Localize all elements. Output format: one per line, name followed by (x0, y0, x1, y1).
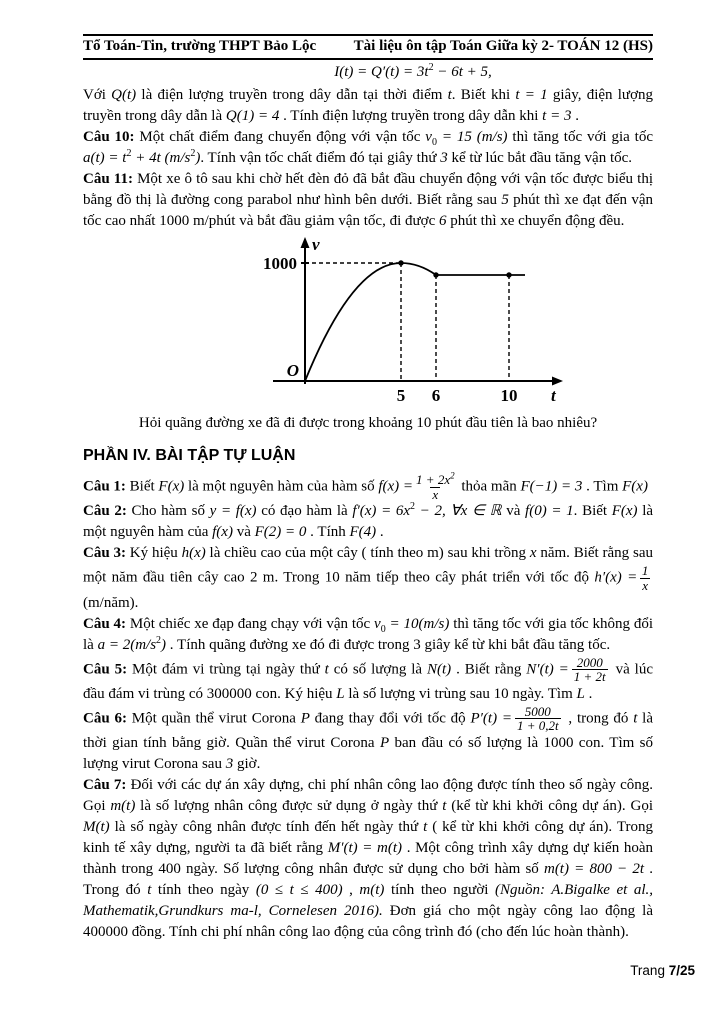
text-run: giây, điện lượng truyền trong dây dẫn là (83, 87, 653, 124)
text-run: đang thay đổi với tốc độ (309, 710, 471, 727)
fraction-denominator: 1 + 0,2t (516, 718, 559, 734)
subscript: 0 (380, 623, 386, 635)
y-axis-label: v (312, 236, 320, 254)
question-3 (83, 543, 653, 613)
question-4 (83, 614, 653, 656)
question-label: Câu 2: (83, 503, 127, 520)
text-run: phút thì xe chuyển động đều. (446, 213, 625, 229)
math-run: P (300, 710, 310, 727)
velocity-time-graph (233, 236, 568, 408)
question-label: Câu 7: (83, 777, 127, 794)
math-run: − 6t + 5, (433, 64, 492, 80)
x-tick-10: 10 (500, 386, 518, 405)
equation-It (83, 62, 653, 83)
question-6 (83, 705, 653, 775)
math-run: 3 (225, 756, 234, 773)
fraction-numerator: 5000 (524, 703, 551, 719)
math-run: f(x) (212, 524, 233, 541)
math-run: a(t) = t (83, 150, 127, 166)
math-run: a = 2(m/s (97, 636, 157, 653)
math-run: t = 1 (515, 87, 548, 103)
math-run: m(t) (110, 798, 136, 815)
footer-page-number: 7/25 (668, 963, 695, 978)
text-run: tính theo người (384, 882, 495, 899)
text-run: , (342, 882, 360, 899)
text-run: kể từ lúc bắt đầu tăng vận tốc. (447, 150, 633, 166)
math-run: ) (195, 150, 201, 166)
math-run: F(x) (158, 478, 185, 495)
math-run: F(2) = 0 (254, 524, 307, 541)
math-run: N′(t) = (526, 661, 569, 678)
question-11 (83, 169, 653, 232)
text-run: là một nguyên hàm của hàm số (184, 478, 379, 495)
text-run: . Tìm (582, 478, 623, 495)
header-right-title: Tài liệu ôn tập Toán Giữa kỳ 2- TOÁN 12 (HS) (353, 38, 653, 54)
text-run: thỏa mãn (457, 478, 521, 495)
text-run: . (584, 685, 593, 702)
math-run: M(t) (83, 819, 110, 836)
math-run: h′(x) = (594, 569, 638, 586)
text-run: . Tính vận tốc chất điểm đó tại giây thứ (200, 150, 441, 166)
question-label: Câu 11: (83, 171, 133, 187)
math-run: = 15 (m/s) (436, 129, 508, 145)
fraction-numerator: $1 + 2x^2$ (416, 470, 455, 487)
point-t10 (506, 272, 511, 277)
y-value-label: 1000 (263, 254, 297, 273)
question-label: Câu 10: (83, 129, 135, 145)
text-run: là chiều cao của một cây ( tính theo m) sau khi trồng (205, 545, 530, 562)
text-run: . Tính quãng đường xe đó đi được trong 3 giây kể từ khi bắt đầu tăng tốc. (166, 636, 611, 653)
math-run: t (442, 798, 447, 815)
math-run: f(0) = 1 (525, 503, 574, 520)
text-run: (m/năm). (83, 594, 139, 611)
text-run: có số lượng là (328, 661, 427, 678)
fraction (413, 470, 458, 502)
math-run: y = f(x) (209, 503, 257, 520)
text-run: là số ngày công nhân được tính đến hết ngày thứ (109, 819, 424, 836)
math-run: = 10(m/s) (385, 615, 450, 632)
exponent: 2 (410, 501, 416, 513)
math-run: N(t) (427, 661, 452, 678)
exponent: 2 (190, 148, 196, 159)
text-run: Biết (125, 478, 159, 495)
math-run: M′(t) = m(t) (327, 840, 403, 857)
header-left-title: Tổ Toán-Tin, trường THPT Bảo Lộc (83, 38, 317, 54)
math-run: (0 ≤ t ≤ 400) (255, 882, 343, 899)
figure-caption: Hỏi quãng đường xe đã đi được trong khoảng 10 phút đầu tiên là bao nhiêu? (138, 415, 598, 431)
question-10 (83, 127, 653, 169)
question-label: Câu 1: (83, 478, 126, 495)
math-run: v (374, 615, 381, 632)
math-run: F(x) (611, 503, 638, 520)
math-run: f(x) = (378, 478, 414, 495)
math-run: P (379, 735, 390, 752)
math-run: m(t) = 800 − 2t (543, 861, 645, 878)
text-run: là thời gian tính bằng giờ. Quần thể virut Corona (83, 710, 653, 752)
velocity-graph-figure (233, 236, 653, 413)
math-run: m(t) (359, 882, 385, 899)
source-citation: (Nguồn: A.Bigalke et al., Mathematik,Grundkurs ma-l, Cornelesen 2016). (83, 882, 653, 920)
fraction-numerator: 1 (641, 563, 649, 579)
math-run: t (147, 882, 152, 899)
math-run: F(−1) = 3 (520, 478, 583, 495)
math-run: Q(t) (111, 87, 137, 103)
math-run: t (633, 710, 638, 727)
text-run: , trong đó (563, 710, 634, 727)
fraction (637, 564, 653, 592)
text-run: thì tăng tốc với gia tốc không đổi là (83, 615, 654, 653)
text-run: Đơn giá cho một ngày công lao động là 400000 đồng. Tính chi phí nhân công lao động của công trình đó (cho đến lúc hoàn thành). (83, 903, 653, 941)
text-run: Cho hàm số (126, 503, 210, 520)
math-run: 6 (438, 213, 447, 229)
text-run: . Một công trình xây dựng dự kiến hoàn thành trong 400 ngày. Số lượng công nhân được sử dụng cho bởi hàm số (83, 840, 653, 878)
math-run: t (324, 661, 329, 678)
math-run: t (447, 87, 452, 103)
math-run: F(4) (349, 524, 377, 541)
text-run: là số lượng vi trùng sau 10 ngày. Tìm (344, 685, 577, 702)
math-run: P′(t) = (470, 710, 512, 727)
subscript: 0 (431, 137, 437, 148)
math-run: L (336, 685, 345, 702)
text-run: . Trong đó (83, 861, 653, 899)
text-run: Một đám vi trùng tại ngày thứ (127, 661, 325, 678)
math-run: 5 (501, 192, 509, 208)
y-axis-arrow (301, 237, 310, 248)
text-run: Một quần thể virut Corona (126, 710, 301, 727)
point-t6 (433, 272, 438, 277)
text-run: Ký hiệu (125, 545, 182, 562)
text-run: . Biết khi (451, 87, 516, 103)
fraction (569, 656, 611, 684)
math-run: + 4t (m/s (131, 150, 191, 166)
x-tick-5: 5 (396, 386, 406, 405)
question-label: Câu 5: (83, 661, 128, 678)
origin-label: O (286, 361, 299, 380)
text-run: Một xe ô tô sau khi chờ hết đèn đỏ đã bắt đầu chuyển động với vận tốc được biểu thị bằng đồ thị là đường cong parabol như hình bên dưới. Biết rằng sau (83, 171, 654, 208)
text-run: có đạo hàm là (256, 503, 353, 520)
x-axis-label: t (551, 386, 556, 405)
footer-prefix: Trang (630, 963, 669, 978)
text-run: . (571, 108, 579, 124)
text-run: là một nguyên hàm của (83, 503, 654, 541)
x-axis-arrow (552, 377, 563, 386)
question-label: Câu 4: (83, 615, 127, 632)
text-run: . Tính (306, 524, 350, 541)
math-run: 3 (440, 150, 448, 166)
text-run: Một chiếc xe đạp đang chạy với vận tốc (126, 615, 375, 632)
fraction (512, 705, 564, 733)
math-run: t (423, 819, 428, 836)
text-run: Đối với các dự án xây dựng, chi phí nhân công lao động được tính theo số ngày công. Gọi (83, 777, 653, 815)
text-run: ban đầu có số lượng là 1000 con. Tìm số lượng virut Corona sau (83, 735, 653, 773)
exponent: 2 (156, 634, 162, 646)
math-run: I(t) = Q′(t) = 3t (334, 64, 429, 80)
text-run: năm. Biết rằng sau một năm đầu tiên cây cao 2 m. Trong 10 năm tiếp theo cây phát triển với tốc độ (83, 545, 653, 586)
text-run: giờ. (233, 756, 261, 773)
text-run: . Biết rằng (451, 661, 527, 678)
math-run: − 2, ∀x ∈ ℝ (415, 503, 502, 520)
fraction-denominator: x (432, 486, 439, 502)
text-run: tính theo ngày (151, 882, 256, 899)
velocity-curve (305, 263, 525, 381)
fraction-numerator: 2000 (576, 654, 603, 670)
x-tick-6: 6 (431, 386, 441, 405)
exponent: 2 (126, 148, 132, 159)
text-run: (kể từ khi khởi công dự án). Gọi (446, 798, 653, 815)
exponent: 2 (450, 470, 455, 481)
text-run: . (376, 524, 384, 541)
page-number-footer (630, 963, 695, 978)
question-1 (83, 470, 653, 502)
question-label: Câu 6: (83, 710, 127, 727)
text-run: là điện lượng truyền trong dây dẫn tại thời điểm (136, 87, 448, 103)
text-run: và lúc đầu đám vi trùng có 300000 con. Ký hiệu (83, 661, 654, 702)
text-run: . Tính điện lượng truyền trong dây dẫn khi (279, 108, 543, 124)
document-header (83, 34, 653, 60)
math-run: ) (161, 636, 167, 653)
fraction-denominator: x (642, 577, 648, 593)
math-run: h(x) (181, 545, 206, 562)
text-run: Một chất điểm đang chuyển động với vận tốc (134, 129, 426, 145)
point-t5 (398, 260, 403, 265)
question-7 (83, 775, 653, 943)
question-5 (83, 656, 653, 705)
question-label: Câu 3: (83, 545, 126, 562)
text-run: thì tăng tốc với gia tốc (507, 129, 653, 145)
exponent: 2 (428, 62, 434, 73)
text-run: . Biết (573, 503, 612, 520)
math-run: x (529, 545, 537, 562)
math-run: L (576, 685, 585, 702)
text-run: và (232, 524, 255, 541)
question-2 (83, 501, 653, 543)
math-run: F(x) (622, 478, 648, 495)
text-run: là số lượng nhân công được sử dụng ở ngày thứ (135, 798, 443, 815)
text-run: và (501, 503, 526, 520)
math-run: t = 3 (542, 108, 572, 124)
math-run: Q(1) = 4 (225, 108, 280, 124)
math-run: v (425, 129, 432, 145)
section-heading: PHẦN IV. BÀI TẬP TỰ LUẬN (83, 447, 296, 464)
text-run: ( kể từ khi khởi công dự án). Trong kinh tế xây dựng, người ta đã biết rằng (83, 819, 653, 857)
fraction-denominator: 1 + 2t (573, 669, 606, 685)
text-run: phút thì xe đạt đến vận tốc cao nhất 1000 m/phút và bắt đầu giảm vận tốc, đi được (83, 192, 653, 229)
intro-paragraph (83, 85, 653, 127)
math-run: f′(x) = 6x (352, 503, 411, 520)
text-run: Với (83, 87, 112, 103)
